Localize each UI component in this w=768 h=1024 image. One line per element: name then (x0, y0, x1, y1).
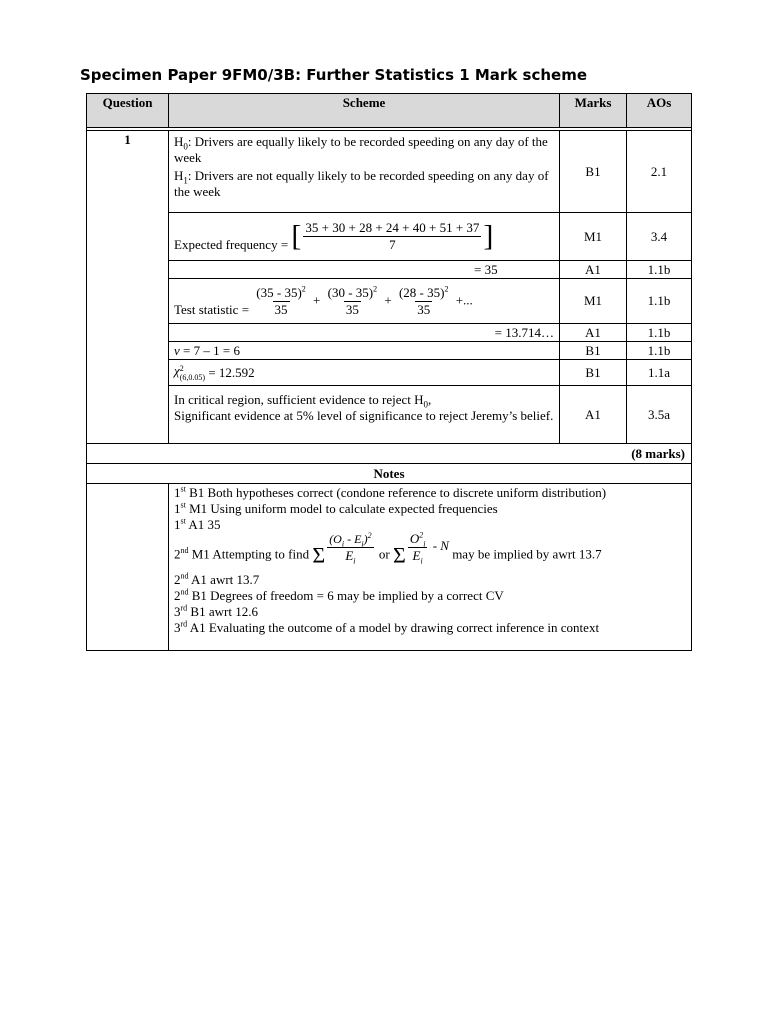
scheme-row-expected-value (87, 261, 692, 279)
mark-cell: A1 (560, 324, 627, 342)
question-number: 1 (87, 131, 169, 444)
scheme-row-critical-value (87, 360, 692, 386)
ao-cell: 2.1 (627, 131, 692, 213)
mark-cell: B1 (560, 360, 627, 386)
test-term-3: $\frac{(28 - 35)^2}{35}$ (398, 284, 449, 317)
sigma-symbol-2: Σ (393, 542, 406, 568)
note-7: 3rd B1 awrt 12.6 (174, 603, 258, 619)
test-statistic-label: Test statistic = (174, 301, 250, 317)
mark-cell: A1 (560, 261, 627, 279)
ao-cell: 1.1b (627, 261, 692, 279)
ao-cell: 1.1b (627, 342, 692, 360)
scheme-row-test-statistic (87, 279, 692, 324)
scheme-row-hypotheses (87, 131, 692, 213)
notes-label: Notes (87, 464, 692, 484)
mark-cell: M1 (560, 279, 627, 324)
note-1: 1st B1 Both hypotheses correct (condone reference to discrete uniform distribution) (174, 484, 607, 500)
notes-question-cell (87, 484, 169, 651)
ao-cell: 3.5a (627, 386, 692, 444)
header-row (87, 94, 692, 128)
sigma-symbol-1: Σ (312, 542, 326, 568)
scheme-row-conclusion (87, 386, 692, 444)
page-title: Specimen Paper 9FM0/3B: Further Statistics 1 Mark scheme (80, 66, 587, 84)
notes-row (87, 484, 692, 651)
header-marks: Marks (560, 94, 627, 128)
ao-cell: 1.1a (627, 360, 692, 386)
note-4: 2nd M1 Attempting to find Σ $\frac{(O_i - E_i)^2}{E_i}$ or Σ $\frac{O^2_i}{E_i}$ - N may be implied by awrt 13.7 (174, 530, 602, 568)
scheme-row-test-value (87, 324, 692, 342)
h1-text: : Drivers are not equally likely to be recorded speeding on any day of the week (174, 168, 549, 199)
mark-cell: B1 (560, 131, 627, 213)
mark-cell: A1 (560, 386, 627, 444)
scheme-row-expected-frequency (87, 213, 692, 261)
scheme-critical-value: χ 2 (6,0.05) = 12.592 (169, 360, 560, 386)
note-2: 1st M1 Using uniform model to calculate expected frequencies (174, 500, 498, 516)
h0-symbol: H (174, 134, 184, 149)
test-term-1: $\frac{(35 - 35)^2}{35}$ (256, 284, 306, 317)
scheme-degrees-freedom: ν = 7 – 1 = 6 (169, 342, 560, 360)
formula-1: $\frac{(O_i - E_i)^2}{E_i}$ (329, 531, 372, 566)
h0-text: : Drivers are equally likely to be recorded speeding on any day of the week (174, 134, 548, 165)
scheme-conclusion: In critical region, sufficient evidence to reject $H_0$, Significant evidence at 5% level of significance to reject Jeremy’s belief. (169, 386, 560, 444)
scheme-test-statistic: Test statistic = $\frac{(35 - 35)^2}{35}$ + $\frac{(30 - 35)^2}{35}$ + $\frac{(28 - 35)^2}{35}$ +... (169, 279, 560, 324)
scheme-expected-frequency: Expected frequency = [ $\frac{35 + 30 + 28 + 24 + 40 + 51 + 37}{7}$ ] (169, 213, 560, 261)
scheme-hypotheses: $H_0$: Drivers are equally likely to be recorded speeding on any day of the week $H_1$: Drivers are not equally likely to be recorded speeding on any day of the week (169, 131, 560, 213)
mark-scheme-table (86, 93, 692, 651)
scheme-row-degrees-freedom (87, 342, 692, 360)
note-8: 3rd A1 Evaluating the outcome of a model by drawing correct inference in context (174, 619, 600, 635)
mark-cell: M1 (560, 213, 627, 261)
scheme-expected-value: = 35 (169, 261, 560, 279)
expected-frequency-fraction: $\frac{35 + 30 + 28 + 24 + 40 + 51 + 37}{7}$ (305, 220, 480, 252)
header-scheme: Scheme (169, 94, 560, 128)
header-aos: AOs (627, 94, 692, 128)
notes-header-row (87, 464, 692, 484)
note-6: 2nd B1 Degrees of freedom = 6 may be implied by a correct CV (174, 587, 504, 603)
ao-cell: 1.1b (627, 324, 692, 342)
header-question: Question (87, 94, 169, 128)
note-5: 2nd A1 awrt 13.7 (174, 571, 260, 587)
mark-cell: B1 (560, 342, 627, 360)
note-3: 1st A1 35 (174, 516, 221, 532)
ao-cell: 3.4 (627, 213, 692, 261)
test-term-2: $\frac{(30 - 35)^2}{35}$ (327, 284, 378, 317)
notes-body (169, 484, 692, 651)
total-marks: (8 marks) (87, 444, 692, 464)
formula-2: $\frac{O^2_i}{E_i}$ (409, 530, 426, 566)
total-row (87, 444, 692, 464)
scheme-test-value: = 13.714… (169, 324, 560, 342)
h1-symbol: H (174, 168, 184, 183)
expected-frequency-label: Expected frequency = (174, 237, 289, 252)
ao-cell: 1.1b (627, 279, 692, 324)
